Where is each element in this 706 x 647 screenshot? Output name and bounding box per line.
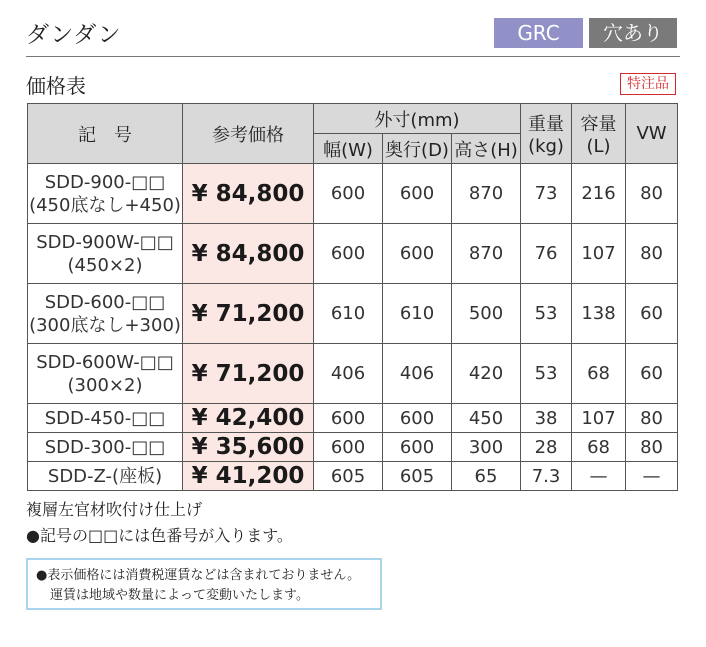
header-volume-label: 容量 <box>580 114 617 135</box>
weight-cell: 28 <box>521 433 572 462</box>
model-cell <box>28 344 183 404</box>
depth-cell: 605 <box>383 462 452 491</box>
notice-box <box>26 558 382 610</box>
header-depth: 奥行(D) <box>383 134 452 164</box>
table-row <box>28 462 678 491</box>
price-cell: ¥ 71,200 <box>183 284 314 344</box>
volume-cell: 216 <box>572 164 626 224</box>
model-code: SDD-600-□□ <box>44 291 166 313</box>
price-table <box>27 103 678 491</box>
depth-cell: 610 <box>383 284 452 344</box>
width-cell: 610 <box>314 284 383 344</box>
depth-cell: 600 <box>383 404 452 433</box>
weight-cell: 38 <box>521 404 572 433</box>
width-cell: 406 <box>314 344 383 404</box>
finish-note: 複層左官材吹付け仕上げ <box>26 500 203 519</box>
volume-cell: 138 <box>572 284 626 344</box>
header-width: 幅(W) <box>314 134 383 164</box>
vw-cell: 60 <box>626 284 678 344</box>
height-cell: 500 <box>452 284 521 344</box>
height-cell: 870 <box>452 224 521 284</box>
width-cell: 600 <box>314 164 383 224</box>
header-price: 参考価格 <box>183 104 314 164</box>
notice-line-2: 運賃は地域や数量によって変動いたします。 <box>50 588 309 603</box>
vw-cell: — <box>626 462 678 491</box>
special-order-badge: 特注品 <box>620 73 676 95</box>
weight-cell: 53 <box>521 344 572 404</box>
model-cell <box>28 284 183 344</box>
model-code: SDD-600W-□□ <box>36 351 174 373</box>
model-note: (450×2) <box>67 254 143 276</box>
vw-cell: 80 <box>626 164 678 224</box>
model-note: (300×2) <box>67 374 143 396</box>
table-row <box>28 404 678 433</box>
height-cell: 65 <box>452 462 521 491</box>
volume-cell: — <box>572 462 626 491</box>
header-weight-label: 重量 <box>528 114 565 135</box>
price-cell: ¥ 84,800 <box>183 164 314 224</box>
volume-cell: 107 <box>572 224 626 284</box>
notice-line-1: ●表示価格には消費税運賃などは含まれておりません。 <box>36 568 361 583</box>
header-vw: VW <box>626 104 678 164</box>
color-number-note: ●記号の□□には色番号が入ります。 <box>26 526 293 545</box>
weight-cell: 53 <box>521 284 572 344</box>
weight-cell: 73 <box>521 164 572 224</box>
badge-hole: 穴あり <box>589 18 677 48</box>
weight-cell: 7.3 <box>521 462 572 491</box>
width-cell: 600 <box>314 404 383 433</box>
price-cell: ¥ 71,200 <box>183 344 314 404</box>
volume-cell: 68 <box>572 344 626 404</box>
vw-cell: 80 <box>626 224 678 284</box>
header-model: 記 号 <box>28 104 183 164</box>
title-divider <box>26 56 680 57</box>
vw-cell: 80 <box>626 433 678 462</box>
width-cell: 605 <box>314 462 383 491</box>
model-code: SDD-450-□□ <box>28 404 183 433</box>
model-code: SDD-900W-□□ <box>36 231 174 253</box>
vw-cell: 80 <box>626 404 678 433</box>
volume-cell: 107 <box>572 404 626 433</box>
height-cell: 450 <box>452 404 521 433</box>
height-cell: 300 <box>452 433 521 462</box>
depth-cell: 406 <box>383 344 452 404</box>
width-cell: 600 <box>314 433 383 462</box>
model-note: (450底なし+450) <box>29 194 181 216</box>
depth-cell: 600 <box>383 433 452 462</box>
vw-cell: 60 <box>626 344 678 404</box>
height-cell: 870 <box>452 164 521 224</box>
price-cell: ¥ 42,400 <box>183 404 314 433</box>
table-row <box>28 344 678 404</box>
model-cell <box>28 164 183 224</box>
table-row <box>28 224 678 284</box>
weight-cell: 76 <box>521 224 572 284</box>
table-row <box>28 284 678 344</box>
table-row <box>28 433 678 462</box>
price-table-title: 価格表 <box>26 74 86 98</box>
table-row <box>28 164 678 224</box>
depth-cell: 600 <box>383 224 452 284</box>
header-dimensions: 外寸(mm) <box>314 104 521 134</box>
header-volume <box>572 104 626 164</box>
price-cell: ¥ 41,200 <box>183 462 314 491</box>
width-cell: 600 <box>314 224 383 284</box>
page-title: ダンダン <box>26 22 122 48</box>
price-cell: ¥ 35,600 <box>183 433 314 462</box>
model-cell <box>28 224 183 284</box>
header-height: 高さ(H) <box>452 134 521 164</box>
price-cell: ¥ 84,800 <box>183 224 314 284</box>
depth-cell: 600 <box>383 164 452 224</box>
header-weight <box>521 104 572 164</box>
badge-grc: GRC <box>494 18 583 48</box>
height-cell: 420 <box>452 344 521 404</box>
model-code: SDD-300-□□ <box>28 433 183 462</box>
header-weight-unit: (kg) <box>528 136 564 157</box>
header-volume-unit: (L) <box>586 136 611 157</box>
model-code: SDD-Z-(座板) <box>28 462 183 491</box>
model-note: (300底なし+300) <box>29 314 181 336</box>
volume-cell: 68 <box>572 433 626 462</box>
model-code: SDD-900-□□ <box>44 171 166 193</box>
